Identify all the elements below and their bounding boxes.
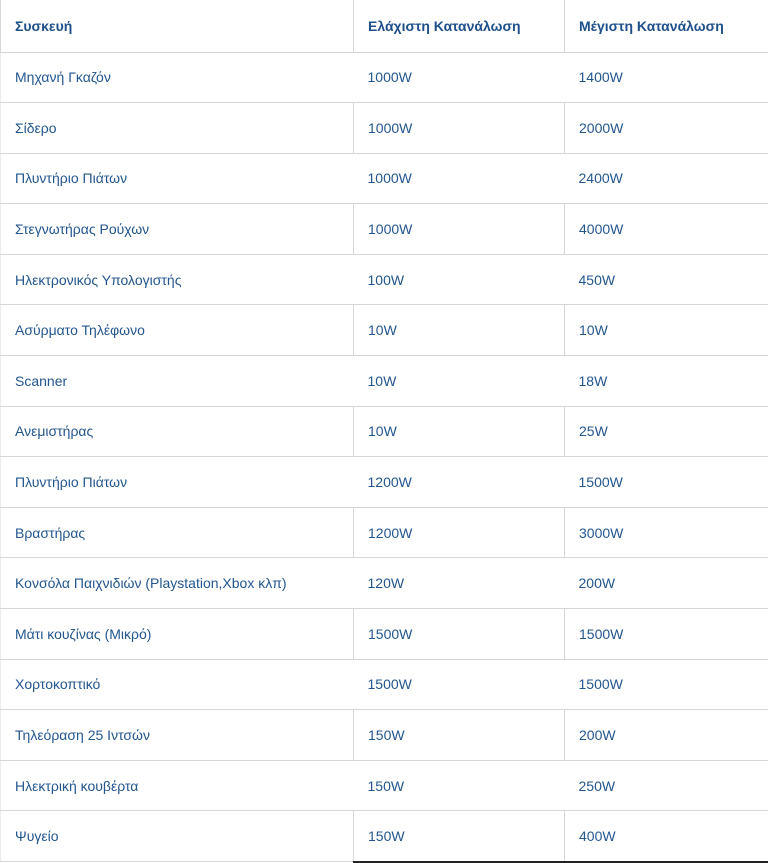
- table-row: [1, 204, 768, 255]
- max-consumption-cell: 1500W: [565, 457, 768, 508]
- device-cell: Βραστήρας: [1, 507, 354, 558]
- device-cell: Στεγνωτήρας Ρούχων: [1, 204, 354, 255]
- min-consumption-cell: 10W: [354, 406, 565, 457]
- min-consumption-cell: 150W: [354, 710, 565, 761]
- header-max-consumption: Μέγιστη Κατανάλωση: [565, 0, 768, 52]
- table-row: [1, 305, 768, 356]
- table-header-row: [1, 0, 768, 52]
- max-consumption-cell: 18W: [565, 356, 768, 407]
- min-consumption-cell: 1000W: [354, 204, 565, 255]
- min-consumption-cell: 1200W: [354, 457, 565, 508]
- min-consumption-cell: 1500W: [354, 609, 565, 660]
- table-row: [1, 609, 768, 660]
- device-cell: Σίδερο: [1, 103, 354, 154]
- device-cell: Μηχανή Γκαζόν: [1, 52, 354, 103]
- table-row: [1, 659, 768, 710]
- max-consumption-cell: 4000W: [565, 204, 768, 255]
- min-consumption-cell: 150W: [354, 760, 565, 811]
- device-cell: Κονσόλα Παιχνιδιών (Playstation,Xbox κλπ): [1, 558, 354, 609]
- device-cell: Ανεμιστήρας: [1, 406, 354, 457]
- table-row: [1, 710, 768, 761]
- table-row: [1, 406, 768, 457]
- min-consumption-cell: 1000W: [354, 52, 565, 103]
- min-consumption-cell: 1000W: [354, 103, 565, 154]
- max-consumption-cell: 200W: [565, 558, 768, 609]
- max-consumption-cell: 2400W: [565, 153, 768, 204]
- device-cell: Πλυντήριο Πιάτων: [1, 153, 354, 204]
- table-row: [1, 52, 768, 103]
- min-consumption-cell: 100W: [354, 254, 565, 305]
- header-min-consumption: Ελάχιστη Κατανάλωση: [354, 0, 565, 52]
- min-consumption-cell: 10W: [354, 305, 565, 356]
- max-consumption-cell: 1500W: [565, 609, 768, 660]
- table-row: [1, 103, 768, 154]
- table-row: [1, 254, 768, 305]
- table-row: [1, 153, 768, 204]
- max-consumption-cell: 250W: [565, 760, 768, 811]
- max-consumption-cell: 25W: [565, 406, 768, 457]
- device-cell: Μάτι κουζίνας (Μικρό): [1, 609, 354, 660]
- min-consumption-cell: 1000W: [354, 153, 565, 204]
- max-consumption-cell: 10W: [565, 305, 768, 356]
- max-consumption-cell: 200W: [565, 710, 768, 761]
- device-cell: Scanner: [1, 356, 354, 407]
- table-row: [1, 457, 768, 508]
- device-cell: Ασύρματο Τηλέφωνο: [1, 305, 354, 356]
- max-consumption-cell: 3000W: [565, 507, 768, 558]
- table-row: [1, 558, 768, 609]
- min-consumption-cell: 150W: [354, 811, 565, 862]
- device-cell: Ηλεκτρική κουβέρτα: [1, 760, 354, 811]
- min-consumption-cell: 1500W: [354, 659, 565, 710]
- device-cell: Χορτοκοπτικό: [1, 659, 354, 710]
- table-row: [1, 356, 768, 407]
- max-consumption-cell: 2000W: [565, 103, 768, 154]
- device-cell: Πλυντήριο Πιάτων: [1, 457, 354, 508]
- device-cell: Τηλεόραση 25 Ιντσών: [1, 710, 354, 761]
- header-device: Συσκευή: [1, 0, 354, 52]
- device-cell: Ηλεκτρονικός Υπολογιστής: [1, 254, 354, 305]
- min-consumption-cell: 120W: [354, 558, 565, 609]
- max-consumption-cell: 450W: [565, 254, 768, 305]
- min-consumption-cell: 1200W: [354, 507, 565, 558]
- table-row: [1, 760, 768, 811]
- max-consumption-cell: 1500W: [565, 659, 768, 710]
- max-consumption-cell: 400W: [565, 811, 768, 862]
- device-cell: Ψυγείο: [1, 811, 354, 862]
- max-consumption-cell: 1400W: [565, 52, 768, 103]
- table-row: [1, 507, 768, 558]
- min-consumption-cell: 10W: [354, 356, 565, 407]
